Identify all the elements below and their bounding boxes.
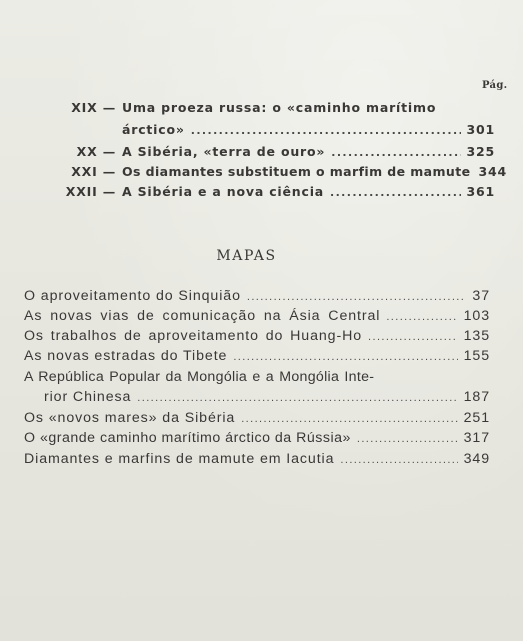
map-title: As novas vias de comunicação na Ásia Central [24,308,381,324]
map-page-number: 251 [463,410,490,426]
map-title-line2: rior Chinesa [44,389,132,405]
leader-dots [331,146,460,159]
chapter-number: XX — [76,144,116,159]
leader-dots [386,311,457,323]
map-entry [24,288,490,308]
map-entry [24,348,490,368]
leader-dots [233,351,457,363]
toc-entry-chapter-xx [40,144,495,164]
map-title: As novas estradas do Tibete [24,348,228,364]
map-entry [24,430,490,450]
map-title: Os «novos mares» da Sibéria [24,410,236,426]
map-page-number: 187 [463,389,490,405]
map-title: Os trabalhos de aproveitamento do Huang-Ho [24,328,363,344]
map-entry-line1 [24,369,490,389]
chapter-number: XIX — [71,100,116,115]
map-page-number: 37 [472,288,490,304]
chapter-title-line1: Uma proeza russa: o «caminho marítimo [122,100,437,115]
map-page-number: 155 [463,348,490,364]
map-title: Diamantes e marfins de mamute em Iacutia [24,451,335,467]
map-entry [24,451,490,471]
leader-dots [241,413,457,425]
leader-dots [137,392,457,404]
map-entry [24,410,490,430]
chapter-number: XXII — [65,184,116,199]
chapter-title: A Sibéria e a nova ciência [122,184,325,199]
chapter-page-number: 344 [478,164,507,179]
page-column-label: Pág. [482,80,508,91]
map-page-number: 317 [463,430,490,446]
leader-dots [340,454,457,466]
leader-dots [247,291,467,303]
toc-entry-chapter-xix [40,100,495,120]
leader-dots [357,433,458,445]
chapter-page-number: 361 [466,184,495,199]
chapter-page-number: 325 [466,144,495,159]
toc-entry-chapter-xxii [40,184,495,204]
map-title: O «grande caminho marítimo árctico da Rússia» [24,430,351,446]
chapter-page-number: 301 [466,122,495,137]
map-entry [24,328,490,348]
leader-dots [191,124,461,137]
chapter-title: Os diamantes substituem o marfim de mamute [122,164,471,179]
toc-entry-chapter-xxi [40,164,507,184]
maps-heading: MAPAS [216,248,277,264]
leader-dots [330,186,460,199]
map-page-number: 135 [463,328,490,344]
map-entry-line2 [44,389,490,409]
leader-dots [368,331,458,343]
chapter-number: XXI — [71,164,116,179]
chapter-title-line2: árctico» [122,122,185,137]
map-page-number: 103 [463,308,490,324]
map-title: O aproveitamento do Sinquião [24,288,241,304]
chapter-title: A Sibéria, «terra de ouro» [122,144,326,159]
map-title-line1: A República Popular da Mongólia e a Mongólia Inte- [24,369,375,385]
toc-entry-chapter-xix-cont [122,122,495,142]
map-page-number: 349 [463,451,490,467]
map-entry [24,308,490,328]
